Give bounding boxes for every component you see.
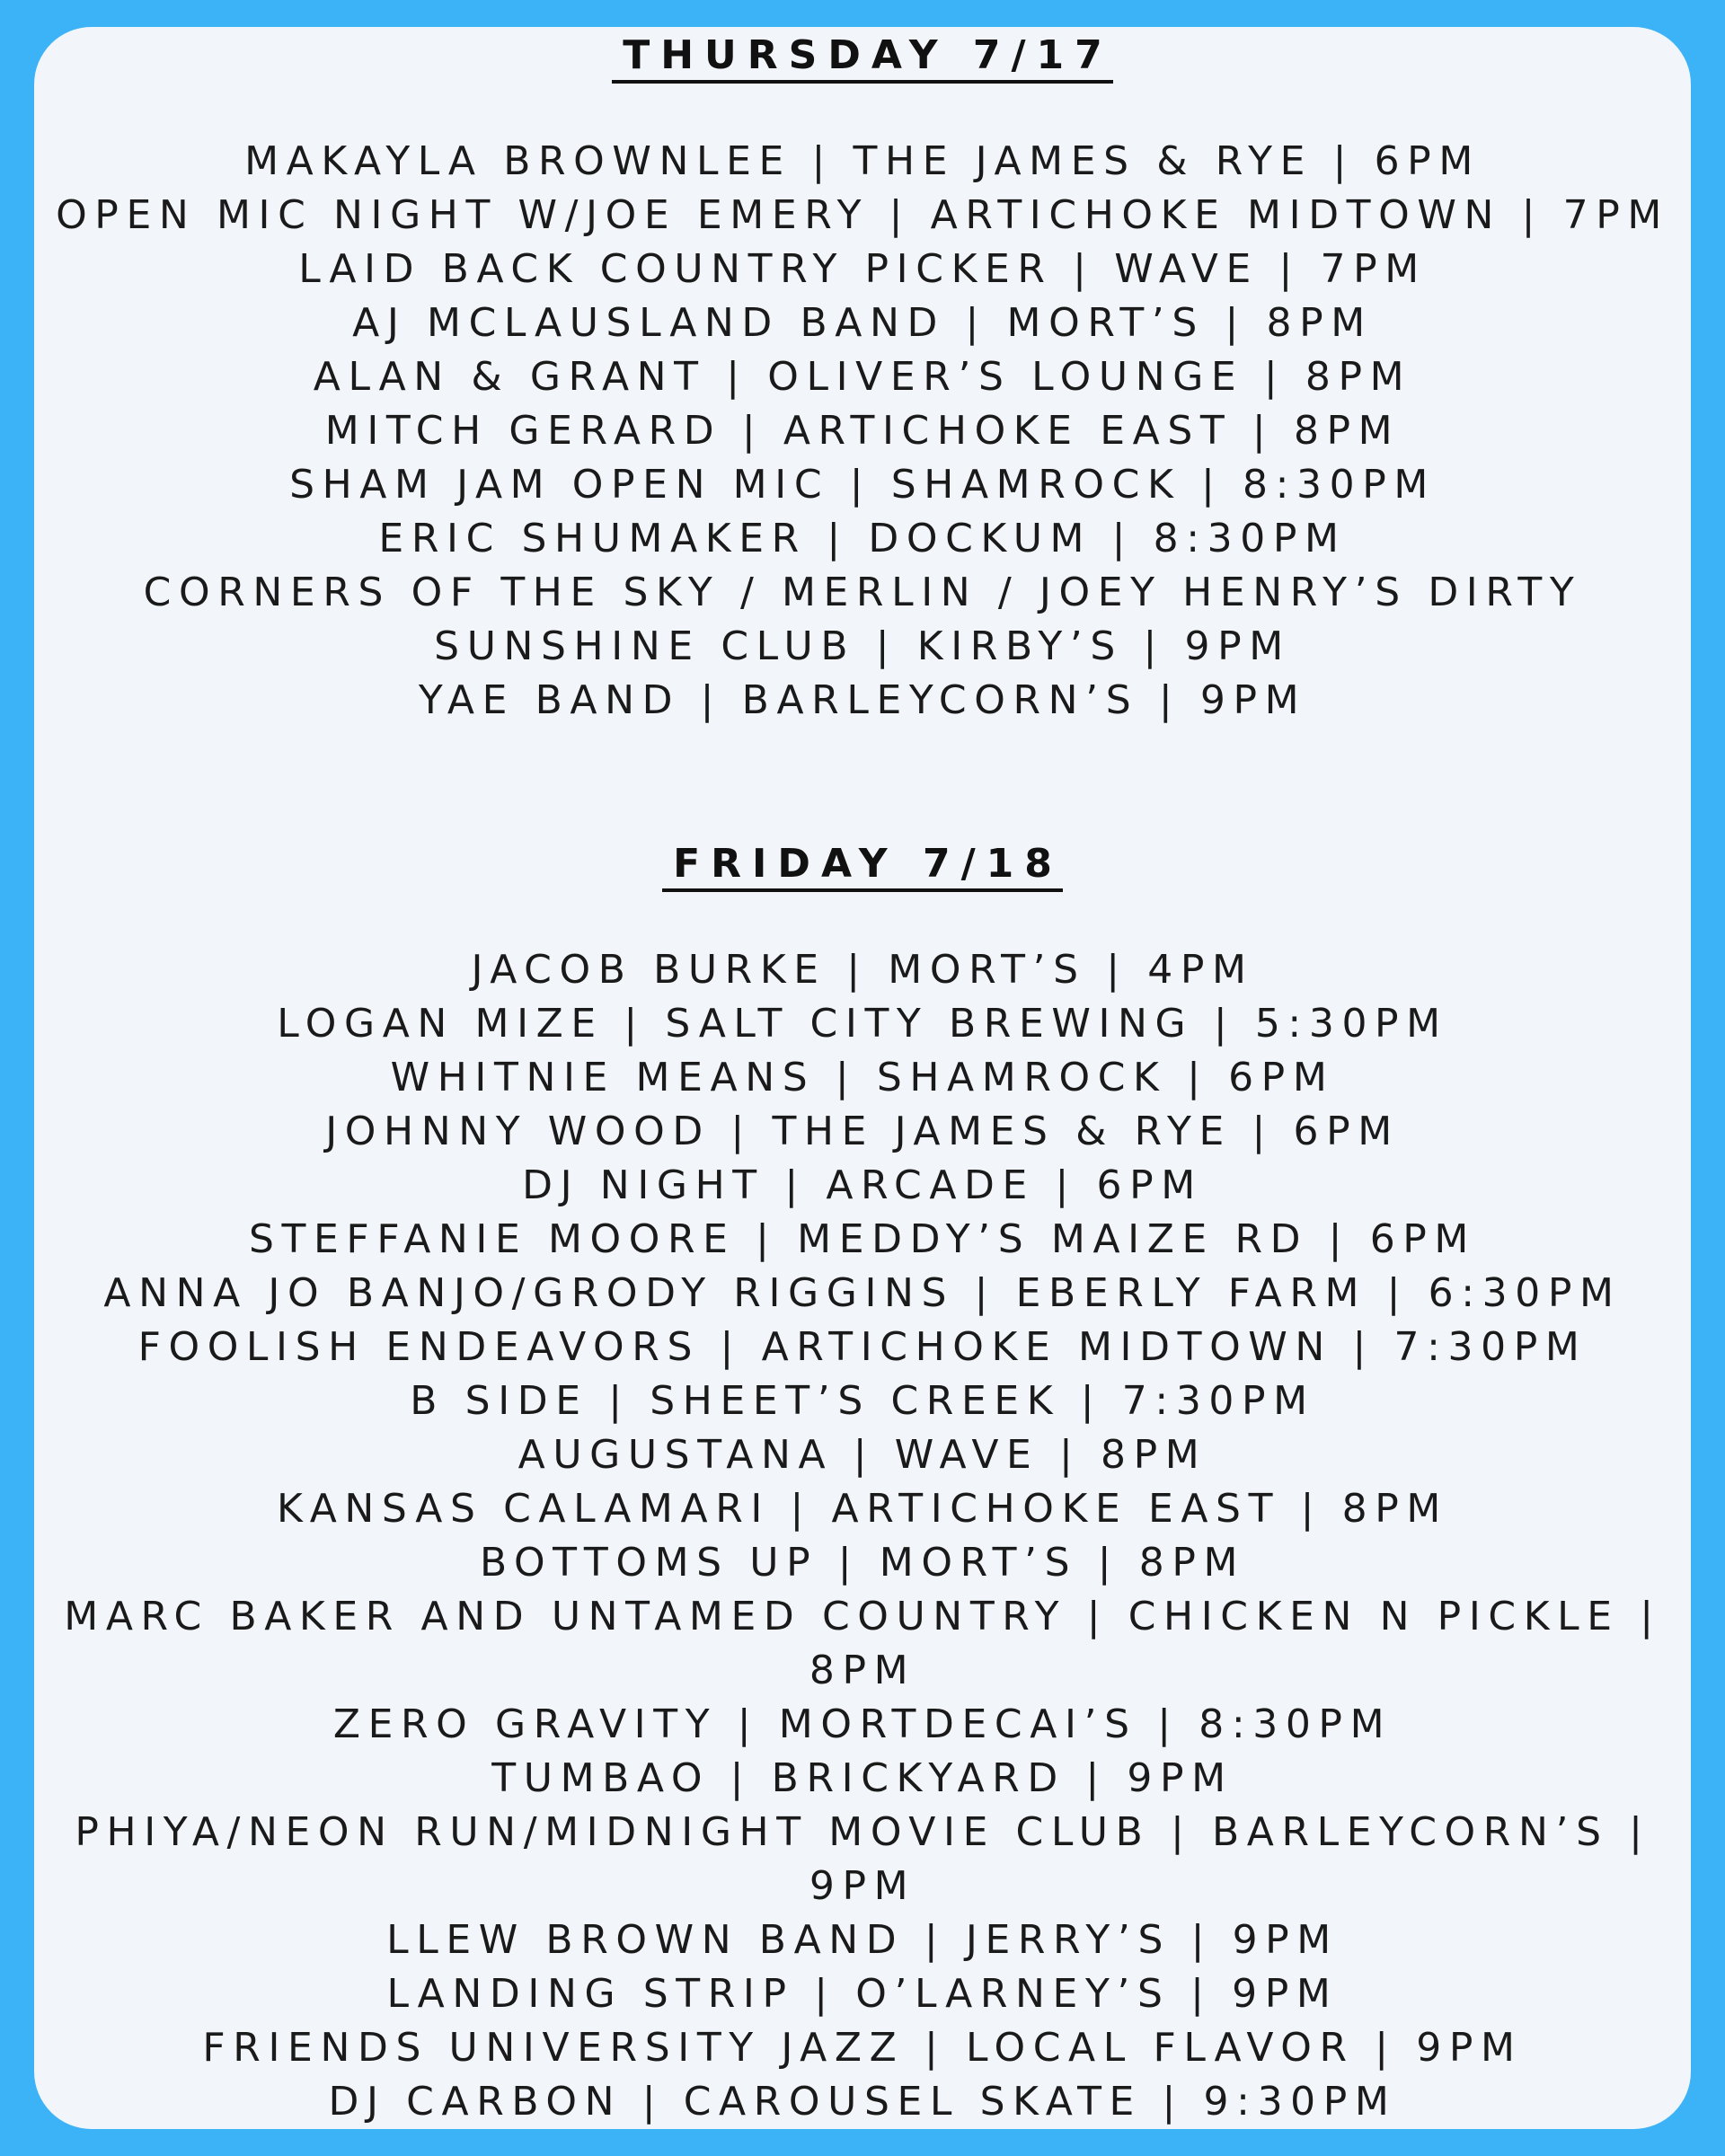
list-item: OPEN MIC NIGHT W/JOE EMERY | ARTICHOKE MIDTOWN | 7PM [56,192,1669,238]
list-item: JOHNNY WOOD | THE JAMES & RYE | 6PM [325,1109,1400,1154]
list-item: LAID BACK COUNTRY PICKER | WAVE | 7PM [298,246,1427,292]
thursday-event-list [52,135,1673,728]
list-item: TUMBAO | BRICKYARD | 9PM [491,1755,1234,1801]
list-item: CORNERS OF THE SKY / MERLIN / JOEY HENRY’S DIRTY SUNSHINE CLUB | KIRBY’S | 9PM [143,570,1582,669]
list-item: BOTTOMS UP | MORT’S | 8PM [479,1540,1246,1586]
list-item: DJ NIGHT | ARCADE | 6PM [522,1162,1203,1208]
list-item: PHIYA/NEON RUN/MIDNIGHT MOVIE CLUB | BARLEYCORN’S | 9PM [75,1809,1650,1909]
list-item: ERIC SHUMAKER | DOCKUM | 8:30PM [378,516,1347,561]
list-item: YAE BAND | BARLEYCORN’S | 9PM [418,677,1307,723]
list-item: ANNA JO BANJO/GRODY RIGGINS | EBERLY FARM | 6:30PM [103,1270,1622,1316]
thursday-heading-text: THURSDAY 7/17 [612,32,1113,84]
list-item: ALAN & GRANT | OLIVER’S LOUNGE | 8PM [313,354,1412,400]
friday-event-list [52,943,1673,2129]
friday-heading-text: FRIDAY 7/18 [662,841,1063,892]
list-item: AJ MCLAUSLAND BAND | MORT’S | 8PM [352,300,1373,346]
list-item: FOOLISH ENDEAVORS | ARTICHOKE MIDTOWN | 7:30PM [137,1324,1588,1370]
list-item: KANSAS CALAMARI | ARTICHOKE EAST | 8PM [277,1486,1448,1532]
list-item: MAKAYLA BROWNLEE | THE JAMES & RYE | 6PM [244,138,1481,184]
list-item: MITCH GERARD | ARTICHOKE EAST | 8PM [324,408,1401,454]
list-item: ZERO GRAVITY | MORTDECAI’S | 8:30PM [332,1701,1393,1747]
list-item: LLEW BROWN BAND | JERRY’S | 9PM [386,1917,1339,1963]
list-item: LOGAN MIZE | SALT CITY BREWING | 5:30PM [277,1001,1448,1047]
friday-heading [34,837,1691,891]
list-item: MARC BAKER AND UNTAMED COUNTRY | CHICKEN N PICKLE | 8PM [64,1594,1661,1693]
list-item: DJ CARBON | CAROUSEL SKATE | 9:30PM [328,2079,1397,2125]
list-item: STEFFANIE MOORE | MEDDY’S MAIZE RD | 6PM [249,1216,1476,1262]
list-item: WHITNIE MEANS | SHAMROCK | 6PM [390,1055,1335,1100]
list-item: JACOB BURKE | MORT’S | 4PM [471,947,1254,993]
list-item: FRIENDS UNIVERSITY JAZZ | LOCAL FLAVOR | 9PM [202,2025,1523,2071]
list-item: SHAM JAM OPEN MIC | SHAMROCK | 8:30PM [289,462,1436,508]
list-item: LANDING STRIP | O’LARNEY’S | 9PM [386,1971,1339,2017]
list-item: B SIDE | SHEET’S CREEK | 7:30PM [410,1378,1315,1424]
thursday-heading [34,29,1691,83]
schedule-card [34,27,1691,2129]
list-item: AUGUSTANA | WAVE | 8PM [518,1432,1208,1478]
